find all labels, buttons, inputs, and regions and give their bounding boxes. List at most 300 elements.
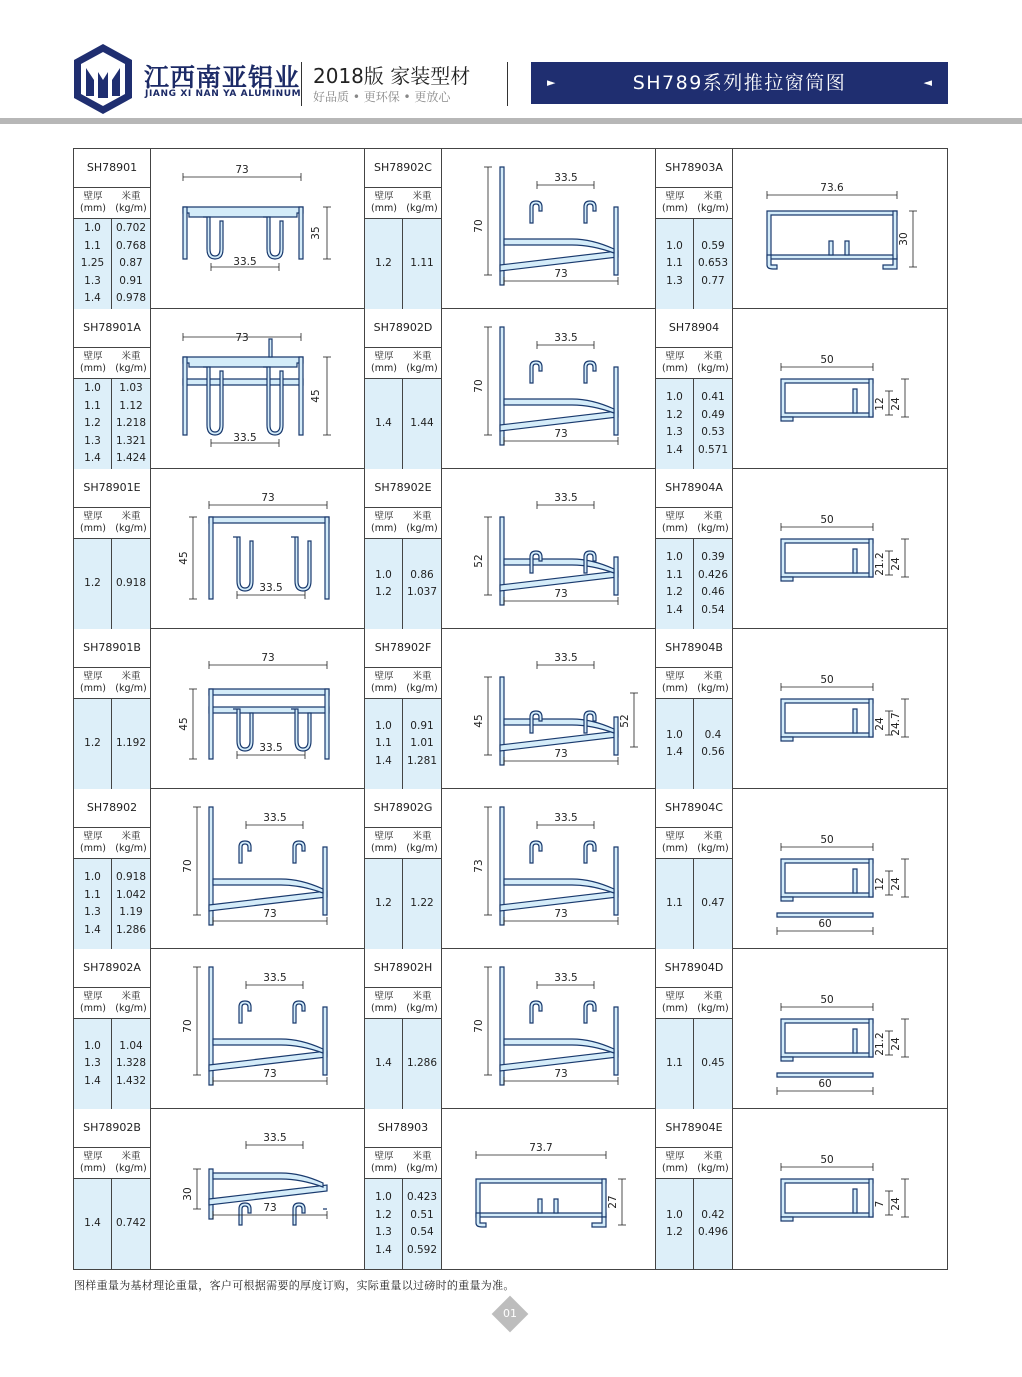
wall-thickness-value: 1.0 xyxy=(84,871,101,883)
dimension-label: 73 xyxy=(261,492,275,504)
profile-code: SH78902D xyxy=(373,321,433,334)
profile-shape xyxy=(213,1173,323,1187)
dimension-label: 73 xyxy=(554,428,568,440)
weight-unit: (kg/m) xyxy=(115,1163,147,1174)
profile-drawing xyxy=(150,149,365,309)
dimension-label: 70 xyxy=(182,859,194,873)
weight-value: 0.54 xyxy=(410,1226,434,1238)
weight-header xyxy=(112,831,150,855)
wall-thickness-label: 壁厚 xyxy=(665,1151,685,1162)
wall-thickness-value: 1.3 xyxy=(84,1057,101,1070)
dimension-label: 73 xyxy=(473,859,485,873)
weight-label: 米重 xyxy=(121,351,141,362)
weight-header xyxy=(403,351,441,375)
dimension-label: 73.6 xyxy=(820,182,844,194)
spec-header xyxy=(74,1147,150,1179)
profile-shape xyxy=(325,689,329,759)
dimension-label: 60 xyxy=(818,918,832,930)
dimension-label: 50 xyxy=(820,994,834,1006)
profile-shape xyxy=(233,537,253,591)
wall-thickness-value: 1.4 xyxy=(84,1074,101,1087)
profile-code: SH78901B xyxy=(83,641,141,654)
spec-row xyxy=(74,1038,150,1055)
profile-code: SH78903A xyxy=(665,161,723,174)
profile-shape xyxy=(209,517,213,599)
wall-thickness-value: 1.4 xyxy=(666,443,683,456)
weight-label: 米重 xyxy=(412,671,432,682)
profile-shape xyxy=(291,709,311,751)
profile-code: SH78901 xyxy=(86,161,138,174)
spec-header xyxy=(656,987,732,1019)
spec-header xyxy=(365,987,441,1019)
spec-row xyxy=(74,380,150,397)
weight-unit: (kg/m) xyxy=(697,203,729,214)
dimension-label: 24 xyxy=(890,1037,902,1051)
profile-section-diagram xyxy=(733,149,948,309)
wall-thickness-value: 1.1 xyxy=(666,897,683,910)
profile-drawing xyxy=(150,469,365,629)
profile-shape xyxy=(183,357,303,367)
dimension-label: 70 xyxy=(473,219,485,233)
profile-section-diagram xyxy=(151,949,366,1109)
dimension-label: 24 xyxy=(874,717,886,731)
wall-thickness-header xyxy=(365,511,403,535)
spec-values xyxy=(656,1019,732,1109)
weight-value: 1.03 xyxy=(119,382,143,395)
weight-value: 0.87 xyxy=(119,257,143,270)
wall-thickness-header xyxy=(74,351,112,375)
wall-thickness-unit: (mm) xyxy=(371,843,397,854)
spec-row xyxy=(74,238,150,255)
wall-thickness-label: 壁厚 xyxy=(83,511,103,522)
profile-shape xyxy=(584,841,596,863)
weight-value: 0.496 xyxy=(697,1226,729,1238)
wall-thickness-value: 1.3 xyxy=(84,274,101,287)
dimension-label: 45 xyxy=(310,389,322,403)
dimension-label: 50 xyxy=(820,514,834,526)
wall-thickness-label: 壁厚 xyxy=(665,831,685,842)
weight-unit: (kg/m) xyxy=(697,843,729,854)
wall-thickness-label: 壁厚 xyxy=(374,991,394,1002)
wall-thickness-value: 1.2 xyxy=(666,586,683,598)
wall-thickness-label: 壁厚 xyxy=(374,831,394,842)
weight-label: 米重 xyxy=(703,671,723,682)
dimension-label: 50 xyxy=(820,834,834,846)
wall-thickness-label: 壁厚 xyxy=(374,511,394,522)
spec-header xyxy=(656,1147,732,1179)
wall-thickness-value: 1.2 xyxy=(375,257,392,270)
spec-header xyxy=(365,667,441,699)
profile-shape xyxy=(602,1179,606,1217)
wall-thickness-value: 1.1 xyxy=(666,568,683,581)
wall-thickness-unit: (mm) xyxy=(371,523,397,534)
spec-row xyxy=(74,1055,150,1072)
spec-row xyxy=(74,290,150,307)
weight-label: 米重 xyxy=(703,991,723,1002)
weight-value: 1.432 xyxy=(115,1074,147,1087)
weight-header xyxy=(403,511,441,535)
wall-thickness-value: 1.4 xyxy=(375,1057,392,1070)
wall-thickness-header xyxy=(365,991,403,1015)
profile-shape xyxy=(592,1217,606,1227)
page-header xyxy=(0,0,1022,124)
profile-drawing xyxy=(441,309,656,469)
dimension-label: 12 xyxy=(874,877,886,891)
profile-shape xyxy=(293,841,305,863)
spec-row xyxy=(74,869,150,886)
dimension-label: 45 xyxy=(178,551,190,565)
spec-row xyxy=(656,602,732,619)
weight-header xyxy=(694,351,732,375)
weight-value: 1.01 xyxy=(410,737,434,750)
wall-thickness-value: 1.4 xyxy=(375,1243,392,1256)
wall-thickness-header xyxy=(365,671,403,695)
wall-thickness-label: 壁厚 xyxy=(665,191,685,202)
wall-thickness-header xyxy=(74,511,112,535)
profile-shape xyxy=(781,859,873,897)
weight-header xyxy=(112,671,150,695)
profile-shape xyxy=(504,879,614,893)
profile-shape xyxy=(504,559,614,573)
weight-unit: (kg/m) xyxy=(115,203,147,214)
dimension-label: 73 xyxy=(554,588,568,600)
wall-thickness-label: 壁厚 xyxy=(83,991,103,1002)
profile-cell xyxy=(365,309,656,469)
wall-thickness-value: 1.3 xyxy=(375,1226,392,1238)
weight-value: 0.39 xyxy=(701,551,725,563)
wall-thickness-header xyxy=(656,351,694,375)
profile-code: SH78901A xyxy=(83,321,141,334)
weight-value: 1.424 xyxy=(115,452,147,465)
weight-header xyxy=(694,831,732,855)
profile-shape xyxy=(781,1019,873,1057)
wall-thickness-value: 1.2 xyxy=(666,1226,683,1238)
spec-row xyxy=(74,433,150,450)
profile-shape xyxy=(781,417,793,421)
profile-shape xyxy=(869,699,873,737)
wall-thickness-label: 壁厚 xyxy=(374,1151,394,1162)
profile-shape xyxy=(614,717,618,755)
profile-code: SH78904C xyxy=(665,801,723,814)
spec-row xyxy=(365,1207,441,1224)
profile-cell xyxy=(656,149,947,309)
arrow-left-icon: ◄ xyxy=(923,76,932,89)
profile-code: SH78901E xyxy=(83,481,141,494)
wall-thickness-label: 壁厚 xyxy=(374,671,394,682)
weight-value: 0.653 xyxy=(697,257,729,270)
dimension-label: 45 xyxy=(178,717,190,731)
wall-thickness-value: 1.0 xyxy=(666,551,683,563)
spec-values xyxy=(74,219,150,309)
spec-row xyxy=(74,1215,150,1232)
company-logo-icon xyxy=(72,42,134,116)
spec-row xyxy=(656,255,732,272)
spec-values xyxy=(74,1179,150,1269)
dimension-label: 30 xyxy=(898,232,910,246)
wall-thickness-header xyxy=(365,1151,403,1175)
weight-label: 米重 xyxy=(412,991,432,1002)
dimension-label: 45 xyxy=(473,714,485,728)
spec-header xyxy=(365,507,441,539)
profile-cell xyxy=(656,629,947,789)
profile-drawing xyxy=(732,949,947,1109)
weight-unit: (kg/m) xyxy=(406,523,438,534)
wall-thickness-value: 1.3 xyxy=(84,906,101,918)
dimension-label: 73 xyxy=(554,268,568,280)
spec-values xyxy=(365,539,441,629)
profile-shape xyxy=(554,1199,558,1213)
weight-header xyxy=(403,991,441,1015)
weight-header xyxy=(403,671,441,695)
brand-name-en: JIANG XI NAN YA ALUMINUM xyxy=(145,89,302,99)
profile-drawing xyxy=(732,149,947,309)
profile-section-diagram xyxy=(442,469,657,629)
spec-row xyxy=(74,273,150,290)
weight-value: 1.11 xyxy=(410,257,434,270)
spec-row xyxy=(74,220,150,237)
profile-cell xyxy=(74,629,365,789)
wall-thickness-unit: (mm) xyxy=(662,523,688,534)
spec-values xyxy=(656,859,732,949)
spec-values xyxy=(656,699,732,789)
profile-shape xyxy=(829,241,833,255)
profile-shape xyxy=(239,841,251,863)
wall-thickness-unit: (mm) xyxy=(80,843,106,854)
weight-value: 1.04 xyxy=(119,1039,143,1052)
profile-code: SH78902 xyxy=(86,801,138,814)
arrow-right-icon: ► xyxy=(547,76,556,89)
profile-shape xyxy=(869,539,873,577)
dimension-label: 50 xyxy=(820,354,834,366)
profile-shape xyxy=(293,1001,305,1023)
profile-shape xyxy=(203,367,223,435)
wall-thickness-value: 1.2 xyxy=(375,586,392,598)
profile-shape xyxy=(504,1039,614,1053)
spec-row xyxy=(365,718,441,735)
profile-shape xyxy=(614,1007,618,1075)
profile-shape xyxy=(323,1007,327,1075)
profile-cell xyxy=(656,1109,947,1269)
spec-row xyxy=(74,450,150,467)
spec-values xyxy=(365,379,441,469)
weight-value: 0.42 xyxy=(701,1208,725,1221)
spec-row xyxy=(656,407,732,424)
wall-thickness-unit: (mm) xyxy=(80,523,106,534)
profile-cell xyxy=(74,309,365,469)
profile-shape xyxy=(269,339,272,357)
spec-header xyxy=(74,507,150,539)
profile-shape xyxy=(209,517,329,523)
dimension-label: 73 xyxy=(235,164,249,176)
weight-value: 0.91 xyxy=(119,274,143,287)
wall-thickness-unit: (mm) xyxy=(371,363,397,374)
wall-thickness-unit: (mm) xyxy=(662,1003,688,1014)
wall-thickness-value: 1.2 xyxy=(375,1208,392,1221)
spec-row xyxy=(656,549,732,566)
profile-cell xyxy=(74,1109,365,1269)
wall-thickness-header xyxy=(656,511,694,535)
spec-row xyxy=(365,584,441,601)
profile-section-diagram xyxy=(733,629,948,789)
wall-thickness-header xyxy=(656,1151,694,1175)
profile-cell xyxy=(656,949,947,1109)
profile-shape xyxy=(213,879,323,893)
wall-thickness-label: 壁厚 xyxy=(665,671,685,682)
spec-row xyxy=(365,753,441,770)
wall-thickness-unit: (mm) xyxy=(662,1163,688,1174)
profile-drawing xyxy=(441,469,656,629)
dimension-label: 33.5 xyxy=(259,742,283,754)
weight-value: 1.22 xyxy=(410,897,434,910)
spec-row xyxy=(656,744,732,761)
profile-cell xyxy=(74,469,365,629)
profile-shape xyxy=(213,1039,323,1053)
profile-shape xyxy=(614,557,618,595)
wall-thickness-label: 壁厚 xyxy=(83,1151,103,1162)
weight-unit: (kg/m) xyxy=(406,203,438,214)
profile-cell xyxy=(365,949,656,1109)
profile-shape xyxy=(504,239,614,253)
wall-thickness-unit: (mm) xyxy=(662,203,688,214)
dimension-label: 33.5 xyxy=(554,972,578,984)
profile-drawing xyxy=(441,949,656,1109)
dimension-label: 24.7 xyxy=(890,712,902,736)
profile-shape xyxy=(183,207,303,217)
header-divider xyxy=(301,62,302,106)
dimension-label: 33.5 xyxy=(554,812,578,824)
profile-shape xyxy=(781,1217,793,1221)
dimension-label: 33.5 xyxy=(554,652,578,664)
wall-thickness-value: 1.4 xyxy=(666,746,683,758)
profile-drawing xyxy=(150,1109,365,1269)
dimension-label: 73.7 xyxy=(529,1142,553,1154)
spec-row xyxy=(365,1055,441,1072)
profile-shape xyxy=(584,1001,596,1023)
dimension-label: 73 xyxy=(263,1202,277,1214)
profile-shape xyxy=(299,357,303,435)
spec-row xyxy=(365,895,441,912)
profile-shape xyxy=(614,847,618,915)
weight-value: 1.321 xyxy=(115,434,147,447)
dimension-label: 33.5 xyxy=(554,492,578,504)
profile-code: SH78902C xyxy=(374,161,432,174)
profile-shape xyxy=(853,549,857,573)
profile-drawing xyxy=(441,1109,656,1269)
weight-value: 0.426 xyxy=(697,568,729,581)
dimension-label: 50 xyxy=(820,674,834,686)
dimension-label: 70 xyxy=(473,1019,485,1033)
profile-cell xyxy=(656,469,947,629)
spec-header xyxy=(74,827,150,859)
profile-cell xyxy=(365,469,656,629)
profile-section-diagram xyxy=(733,789,948,949)
dimension-label: 33.5 xyxy=(263,972,287,984)
wall-thickness-header xyxy=(74,191,112,215)
profile-section-diagram xyxy=(442,949,657,1109)
wall-thickness-header xyxy=(74,831,112,855)
spec-row xyxy=(74,887,150,904)
profile-shape xyxy=(614,207,618,275)
profile-shape xyxy=(781,699,873,737)
profile-cell xyxy=(74,149,365,309)
catalog-edition: 2018版 家装型材 xyxy=(313,64,471,88)
profile-cell xyxy=(365,149,656,309)
spec-values xyxy=(74,859,150,949)
profile-drawing xyxy=(441,149,656,309)
spec-values xyxy=(74,539,150,629)
profile-shape xyxy=(781,577,793,581)
profile-code: SH78902H xyxy=(373,961,433,974)
spec-row xyxy=(656,567,732,584)
profile-drawing xyxy=(441,629,656,789)
profile-code: SH78904 xyxy=(668,321,720,334)
weight-value: 0.86 xyxy=(410,568,434,581)
weight-value: 0.47 xyxy=(701,897,725,910)
weight-unit: (kg/m) xyxy=(406,683,438,694)
page-title: SH789系列推拉窗筒图 xyxy=(632,72,847,94)
dimension-label: 33.5 xyxy=(233,256,257,268)
profile-section-diagram xyxy=(151,469,366,629)
profile-shape xyxy=(893,211,897,259)
weight-value: 0.91 xyxy=(410,719,434,732)
profile-shape xyxy=(530,201,542,223)
profile-shape xyxy=(869,859,873,897)
weight-value: 1.286 xyxy=(406,1057,438,1070)
dimension-label: 24 xyxy=(890,877,902,891)
profile-shape xyxy=(203,217,223,259)
weight-unit: (kg/m) xyxy=(115,363,147,374)
weight-label: 米重 xyxy=(703,831,723,842)
spec-header xyxy=(656,827,732,859)
wall-thickness-header xyxy=(74,1151,112,1175)
dimension-label: 70 xyxy=(182,1019,194,1033)
profile-drawing xyxy=(732,629,947,789)
spec-row xyxy=(74,575,150,592)
weight-value: 1.44 xyxy=(410,417,434,430)
wall-thickness-value: 1.1 xyxy=(666,257,683,270)
spec-header xyxy=(656,187,732,219)
profile-shape xyxy=(209,689,213,759)
spec-row xyxy=(656,895,732,912)
profile-code: SH78904D xyxy=(664,961,724,974)
weight-unit: (kg/m) xyxy=(697,1163,729,1174)
spec-values xyxy=(365,1019,441,1109)
wall-thickness-value: 1.4 xyxy=(84,452,101,465)
profile-shape xyxy=(781,539,873,577)
spec-row xyxy=(74,922,150,939)
weight-value: 0.768 xyxy=(115,239,147,252)
dimension-label: 12 xyxy=(874,397,886,411)
profile-shape xyxy=(869,1179,873,1217)
profile-cell xyxy=(656,309,947,469)
wall-thickness-header xyxy=(365,351,403,375)
spec-header xyxy=(74,667,150,699)
spec-values xyxy=(365,1179,441,1269)
weight-value: 0.46 xyxy=(701,586,725,598)
wall-thickness-header xyxy=(365,831,403,855)
weight-value: 1.328 xyxy=(115,1057,147,1070)
profile-shape xyxy=(239,1203,251,1225)
wall-thickness-label: 壁厚 xyxy=(83,671,103,682)
weight-unit: (kg/m) xyxy=(697,363,729,374)
profile-cell xyxy=(365,789,656,949)
wall-thickness-value: 1.0 xyxy=(666,728,683,741)
profile-shape xyxy=(869,379,873,417)
profile-section-diagram xyxy=(442,149,657,309)
profile-shape xyxy=(853,1029,857,1053)
wall-thickness-value: 1.0 xyxy=(375,568,392,581)
spec-row xyxy=(656,273,732,290)
